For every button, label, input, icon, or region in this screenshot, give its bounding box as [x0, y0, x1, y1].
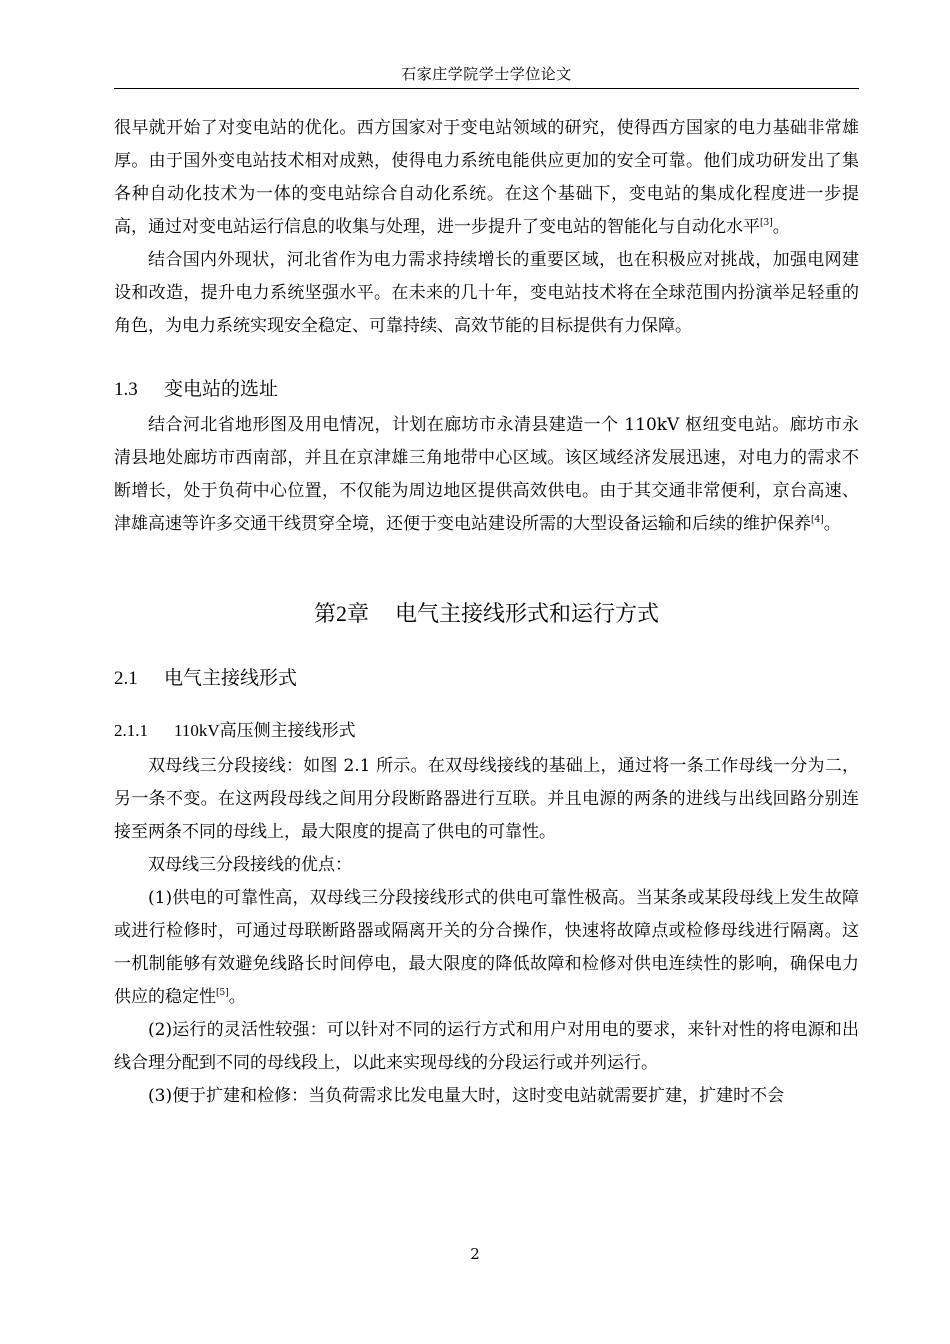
- paragraph: 双母线三分段接线：如图 2.1 所示。在双母线接线的基础上，通过将一条工作母线一分为二，另一条不变。在这两段母线之间用分段断路器进行互联。并且电源的两条的进线与出线回路分别连接至两条不同的母线上，最大限度的提高了供电的可靠性。: [114, 756, 859, 842]
- paragraph: (2)运行的灵活性较强：可以针对不同的运行方式和用户对用电的要求，来针对性的将电源和出线合理分配到不同的母线段上，以此来实现母线的分段运行或并列运行。: [114, 1020, 859, 1073]
- paragraph: [114, 112, 859, 244]
- subsection-kv: 110kV: [174, 721, 220, 740]
- chapter-title: 电气主接线形式和运行方式: [395, 602, 660, 627]
- paragraph-text: 很早就开始了对变电站的优化。西方国家对于变电站领域的研究，使得西方国家的电力基础非常雄厚。由于国外变电站技术相对成熟，使得电力系统电能供应更加的安全可靠。他们成功研发出了集各种自动化技术为一体的变电站综合自动化系统。在这个基础下，变电站的集成化程度进一步提高，通过对变电站运行信息的收集与处理，进一步提升了变电站的智能化与自动化水平: [114, 118, 859, 237]
- chapter-heading: [114, 599, 859, 630]
- paragraph: [114, 882, 859, 1014]
- citation: [5]: [216, 988, 229, 998]
- paragraph: (3)便于扩建和检修：当负荷需求比发电量大时，这时变电站就需要扩建，扩建时不会: [148, 1086, 785, 1106]
- chapter-suffix: 章: [346, 602, 369, 627]
- paragraph-text: 结合河北省地形图及用电情况，计划在廊坊市永清县建造一个 110kV 枢纽变电站。廊坊市永清县地处廊坊市西南部，并且在京津雄三角地带中心区域。该区域经济发展迅速，对电力的需求不断增长，处于负荷中心位置，不仅能为周边地区提供高效供电。由于其交通非常便利，京台高速、津雄高速等许多交通干线贯穿全境，还便于变电站建设所需的大型设备运输和后续的维护保养: [114, 415, 859, 534]
- header-title: 石家庄学院学士学位论文: [401, 65, 572, 83]
- paragraph: [114, 409, 859, 541]
- section-heading-2-1: [114, 663, 859, 694]
- paragraph-text: (1)供电的可靠性高，双母线三分段接线形式的供电可靠性极高。当某条或某段母线上发生故障或进行检修时，可通过母联断路器或隔离开关的分合操作，快速将故障点或检修母线进行隔离。这一机制能够有效避免线路长时间停电，最大限度的降低故障和检修对供电连续性的影响，确保电力供应的稳定性: [114, 888, 859, 1007]
- subsection-number: 2.1.1: [114, 721, 148, 740]
- page-number: 2: [470, 1245, 480, 1263]
- paragraph-end: 。: [228, 987, 246, 1007]
- section-number: 1.3: [114, 379, 138, 400]
- subsection-title: 高压侧主接线形式: [219, 721, 356, 741]
- chapter-prefix: 第: [313, 602, 336, 627]
- paragraph-end: 。: [772, 217, 790, 237]
- paragraph: 双母线三分段接线的优点：: [148, 855, 352, 875]
- chapter-number: 2: [335, 601, 347, 626]
- section-title: 电气主接线形式: [164, 667, 298, 689]
- section-number: 2.1: [114, 668, 138, 689]
- paragraph-end: 。: [823, 514, 841, 534]
- section-title: 变电站的选址: [164, 378, 279, 400]
- paragraph: 结合国内外现状，河北省作为电力需求持续增长的重要区域，也在积极应对挑战，加强电网建设和改造，提升电力系统坚强水平。在未来的几十年，变电站技术将在全球范围内扮演举足轻重的角色，为电力系统实现安全稳定、可靠持续、高效节能的目标提供有力保障。: [114, 250, 859, 336]
- section-heading-1-3: [114, 374, 859, 405]
- subsection-heading-2-1-1: [114, 716, 859, 746]
- page-header: [114, 62, 859, 89]
- citation: [3]: [760, 218, 773, 228]
- citation: [4]: [811, 515, 824, 525]
- page-content: [114, 112, 859, 1113]
